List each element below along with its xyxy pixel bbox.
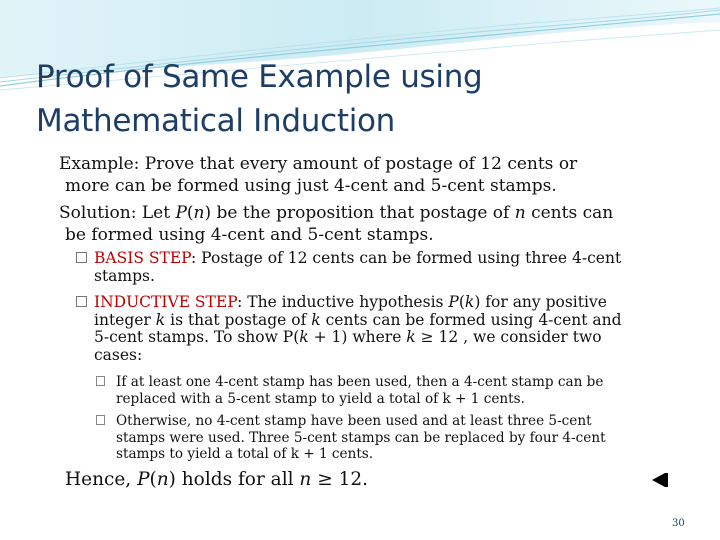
- solution-text-b: ) be the proposition that postage of: [204, 203, 515, 223]
- solution-text: : Let: [130, 203, 176, 223]
- slide-title: [36, 55, 636, 143]
- case-two-bullet: [96, 413, 676, 463]
- solution-n: n: [193, 203, 205, 223]
- sub-bullet-marker-icon: [96, 415, 105, 425]
- inductive-paren: (: [458, 293, 465, 311]
- example-label: Example: [59, 154, 134, 174]
- conclusion-paren: (: [149, 469, 157, 490]
- bullet-marker-icon: [76, 252, 87, 263]
- conclusion-a: Hence,: [65, 469, 138, 490]
- example-text-2: more can be formed using just 4-cent and 5-cent stamps.: [65, 176, 557, 196]
- bullet-marker-icon: [76, 296, 87, 307]
- inductive-line2-c: cents can be formed using 4-cent and: [320, 310, 622, 329]
- end-of-proof-bar-icon: [665, 473, 668, 487]
- slide-number: 30: [672, 518, 685, 529]
- inductive-text-c: ) for any positive: [474, 293, 607, 311]
- solution-n2: n: [514, 203, 526, 223]
- inductive-line2-b: is that postage of: [165, 310, 312, 329]
- conclusion-n: n: [156, 469, 169, 490]
- case-one-line-1: If at least one 4-cent stamp has been used, then a 4-cent stamp can be: [116, 374, 604, 390]
- case-two-line-1: Otherwise, no 4-cent stamp have been used and at least three 5-cent: [116, 413, 592, 429]
- inductive-line3-c: ≥ 12 , we consider two: [415, 328, 602, 346]
- solution-text-d: cents can: [525, 203, 614, 223]
- inductive-line3-a: 5-cent stamps. To show P(: [94, 328, 300, 346]
- slide-title-line-1: Proof of Same Example using: [36, 59, 483, 95]
- inductive-line2-k: k: [155, 310, 166, 329]
- inductive-line3-b: + 1) where: [308, 328, 407, 346]
- conclusion-c: ) holds for all: [168, 469, 300, 490]
- inductive-line2-k2: k: [311, 310, 321, 329]
- example-paragraph: [59, 153, 691, 197]
- solution-text-2: be formed using 4-cent and 5-cent stamps.: [65, 225, 434, 245]
- end-of-proof-icon: [652, 473, 665, 487]
- solution-paragraph: [59, 202, 691, 246]
- inductive-step-bullet: [76, 294, 686, 364]
- basis-step-text: : Postage of 12 cents can be formed using three 4-cent: [191, 249, 622, 267]
- solution-label: Solution: [59, 203, 131, 223]
- solution-paren: (: [186, 203, 194, 223]
- inductive-line3-k2: k: [406, 328, 416, 346]
- sub-bullet-marker-icon: [96, 376, 105, 386]
- basis-step-label: BASIS STEP: [94, 249, 192, 267]
- basis-step-text-2: stamps.: [94, 266, 155, 285]
- example-text-1: : Prove that every amount of postage of 12 cents or: [133, 154, 578, 174]
- inductive-line3-k: k: [299, 328, 309, 346]
- inductive-p: P: [448, 293, 459, 311]
- case-one-bullet: [96, 374, 676, 407]
- inductive-line4: cases:: [94, 345, 143, 364]
- inductive-text-a: : The inductive hypothesis: [237, 293, 449, 311]
- slide-title-line-2: Mathematical Induction: [36, 103, 396, 139]
- inductive-line2-a: integer: [94, 310, 156, 329]
- conclusion-n2: n: [299, 469, 312, 490]
- basis-step-bullet: [76, 250, 686, 285]
- conclusion-p: P: [137, 469, 150, 490]
- conclusion-d: ≥ 12.: [311, 469, 369, 490]
- solution-p: P: [175, 203, 187, 223]
- conclusion-line: [65, 469, 697, 491]
- case-two-line-3: stamps to yield a total of k + 1 cents.: [116, 446, 374, 462]
- inductive-k: k: [464, 293, 475, 311]
- case-one-line-2: replaced with a 5-cent stamp to yield a total of k + 1 cents.: [116, 390, 525, 407]
- case-two-line-2: stamps were used. Three 5-cent stamps can be replaced by four 4-cent: [116, 429, 606, 446]
- inductive-step-label: INDUCTIVE STEP: [94, 293, 238, 311]
